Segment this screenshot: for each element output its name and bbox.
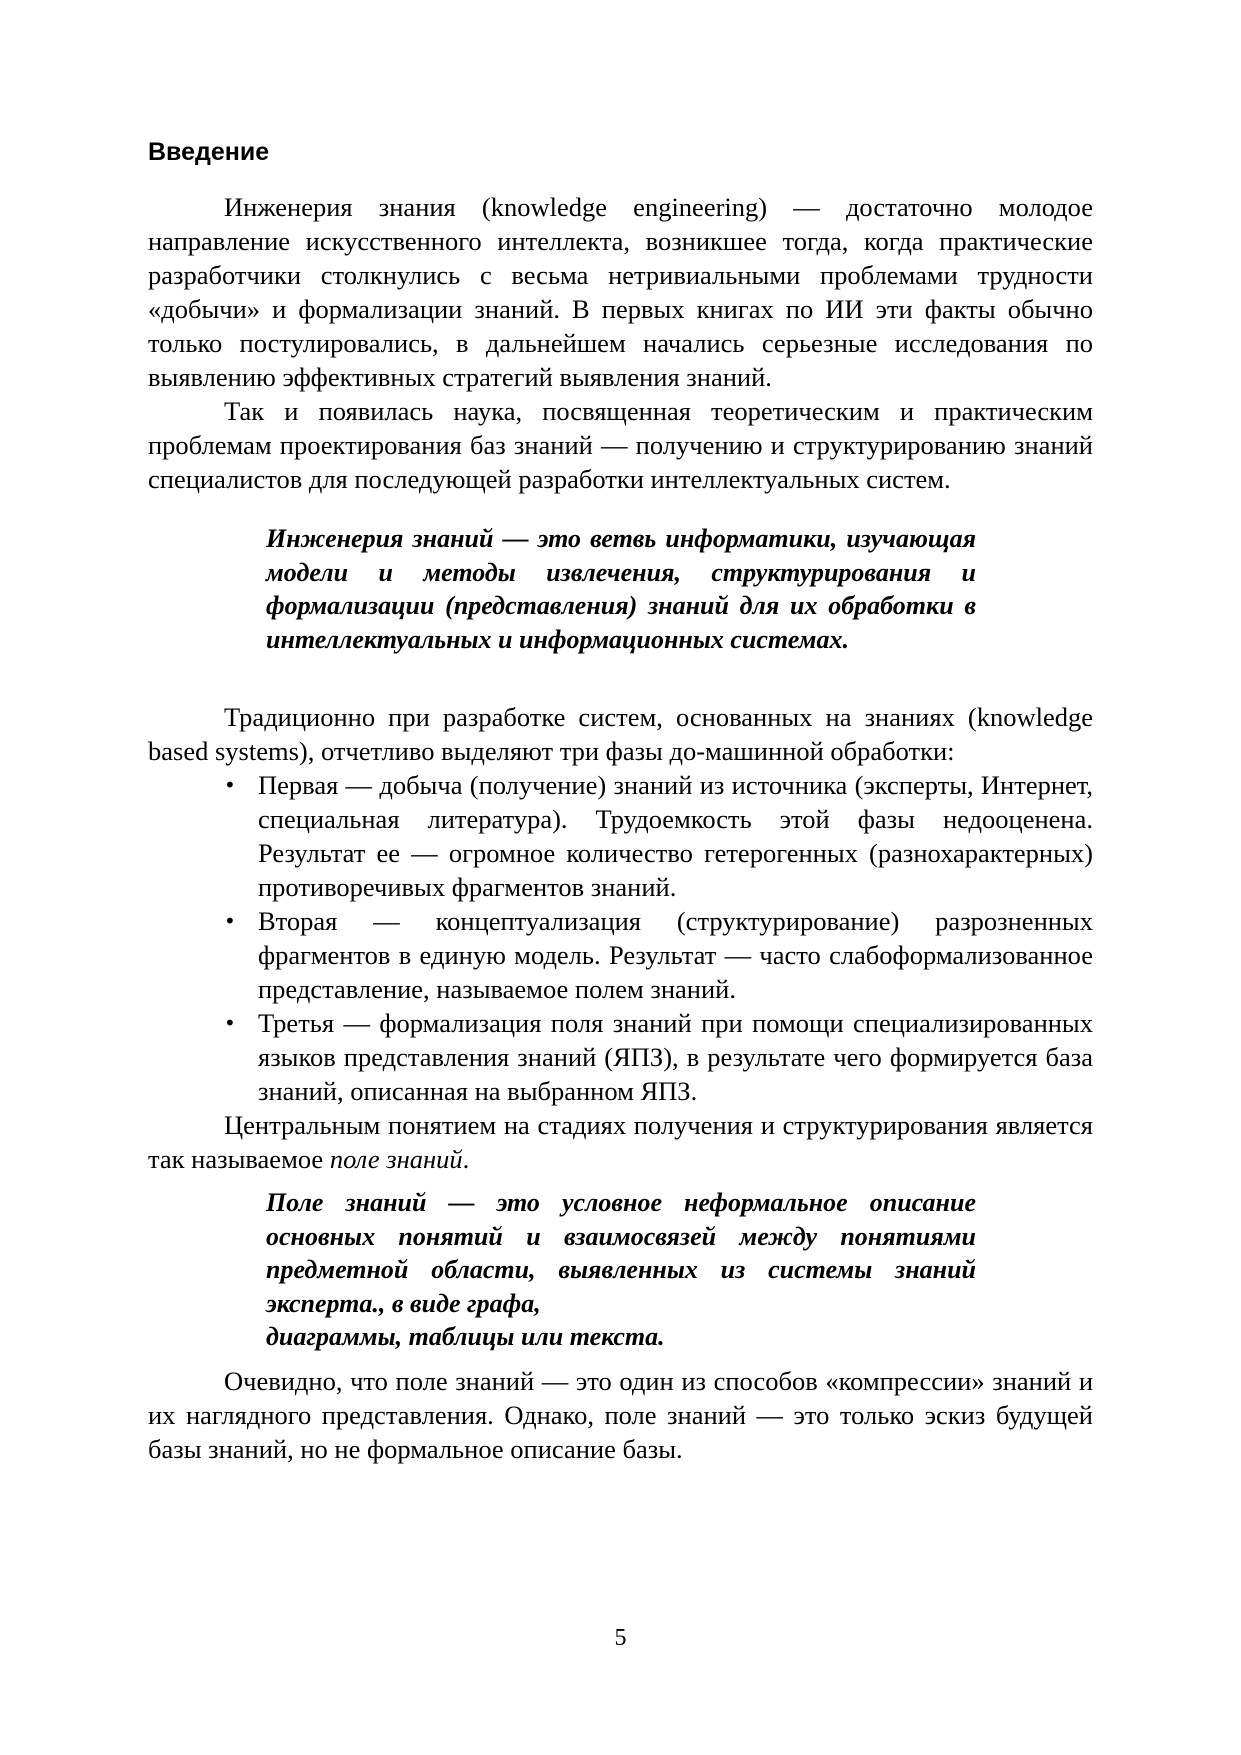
definition-knowledge-field-last-line: диаграммы, таблицы или текста. (266, 1322, 665, 1351)
definition-knowledge-field (266, 1186, 976, 1354)
central-concept-end: . (462, 1144, 470, 1174)
phases-intro-paragraph: Традиционно при разработке систем, основанных на знаниях (knowledge based systems), отчетливо выделяют три фазы до-машинной обработки: (148, 702, 1093, 766)
list-item (148, 904, 1093, 1006)
bullet-icon: • (224, 909, 236, 933)
closing-section (148, 1364, 1093, 1466)
bullet-icon: • (224, 1011, 236, 1035)
definition-knowledge-engineering: Инженерия знаний — это ветвь информатики, изучающая модели и методы извлечения, структурирования и формализации (представления) знаний для их обработки в интеллектуальных и информационных системах. (266, 524, 976, 654)
page-number: 5 (614, 1625, 627, 1651)
document-page (148, 0, 1093, 1755)
central-concept-paragraph (148, 1108, 1093, 1176)
section-heading: Введение (148, 138, 270, 166)
list-item (148, 1006, 1093, 1108)
intro-paragraph: Инженерия знания (knowledge engineering) — достаточно молодое направление искусственного интеллекта, возникшее тогда, когда практические разработчики столкнулись с весьма нетривиальными проблемами трудности «добычи» и формализации знаний. В первых книгах по ИИ эти факты обычно только постулировались, в дальнейшем начались серьезные исследования по выявлению эффективных стратегий выявления знаний. (148, 192, 1093, 392)
central-concept-text: Центральным понятием на стадиях получения и структурирования является так называемое (148, 1110, 1093, 1174)
bullet-icon: • (224, 773, 236, 797)
list-item-text: Третья — формализация поля знаний при помощи специализированных языков представления знаний (ЯПЗ), в результате чего формируется база знаний, описанная на выбранном ЯПЗ. (258, 1008, 1093, 1106)
intro-section (148, 190, 1093, 496)
phases-section (148, 700, 1093, 1176)
closing-paragraph: Очевидно, что поле знаний — это один из способов «компрессии» знаний и их наглядного представления. Однако, поле знаний — это только эскиз будущей базы знаний, но не формальное описание базы. (148, 1366, 1093, 1464)
phases-list (148, 768, 1093, 1108)
definition-knowledge-field-text: Поле знаний — это условное неформальное описание основных понятий и взаимосвязей между понятиями предметной области, выявленных из системы знаний эксперта., в виде графа, (266, 1188, 976, 1318)
list-item-text: Первая — добыча (получение) знаний из источника (эксперты, Интернет, специальная литература). Трудоемкость этой фазы недооценена. Результат ее — огромное количество гетерогенных (разнохарактерных) противоречивых фрагментов знаний. (258, 770, 1093, 902)
list-item (148, 768, 1093, 904)
intro-paragraph: Так и появилась наука, посвященная теоретическим и практическим проблемам проектирования баз знаний — получению и структурированию знаний специалистов для последующей разработки интеллектуальных систем. (148, 396, 1093, 494)
term-knowledge-field: поле знаний (329, 1144, 463, 1174)
list-item-text: Вторая — концептуализация (структурирование) разрозненных фрагментов в единую модель. Результат — часто слабоформализованное представление, называемое полем знаний. (258, 906, 1093, 1004)
